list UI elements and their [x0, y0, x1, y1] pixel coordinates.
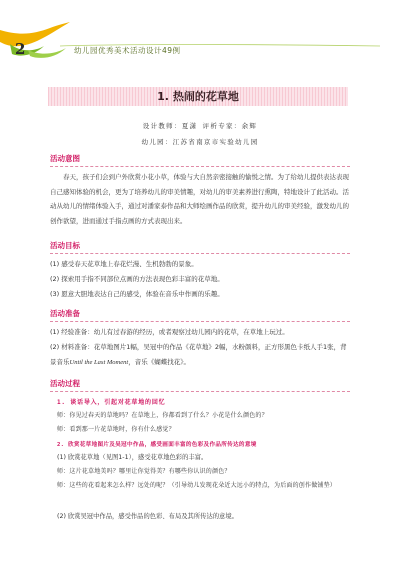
goal-item: (3) 愿意大胆地表达自己的感受，体验在音乐中作画的乐趣。: [50, 290, 224, 298]
section-divider: [50, 391, 350, 392]
lesson-school: 幼儿园：江苏省南京市实验幼儿园: [141, 138, 259, 146]
section-heading-prep: 活动准备: [50, 309, 80, 318]
section-heading-goals: 活动目标: [50, 241, 80, 250]
section-divider: [50, 321, 350, 322]
dialog-line: 师：这片花草地美吗？哪里让你觉得美？有哪些你认识的颜色？: [57, 468, 231, 475]
prep-item: (1) 经验准备：幼儿有过春游的经历，或者观察过幼儿园内的花草，在草地上玩过。: [50, 328, 289, 336]
process-step-1: 1. 谈话导入，引起对花草地的回忆: [57, 399, 166, 406]
dialog-line: 师：这些的花看起来怎么样？远处的呢？（引导幼儿发现花朵近大远小的特点，为后面的创作做铺垫）: [57, 482, 337, 489]
section-heading-intent: 活动意图: [50, 154, 80, 163]
book-title: 幼儿园优秀美术活动设计49例: [74, 46, 181, 55]
section-divider: [50, 166, 350, 167]
music-title: Until the Last Moment: [69, 358, 129, 366]
lesson-title-band: [48, 87, 348, 106]
prep-item-materials: [50, 340, 350, 370]
header-swoosh-decoration: [0, 0, 400, 62]
dialog-line: 师：你见过春天的草地吗？在草地上，你都看到了什么？小花是什么颜色的？: [57, 412, 268, 419]
page-header: [0, 0, 400, 62]
goal-item: (2) 探索用手指不同部位点画的方法表现色彩丰富的花草地。: [50, 275, 224, 283]
intent-paragraph: 春天，孩子们会到户外欣赏小花小草，体验与大自然亲密接触的愉悦之情。为了给幼儿提供表达表现自己感知体验的机会，更为了培养幼儿的审美情趣，对幼儿的审美素养进行熏陶，特地设计了此活动。活动从幼儿的情绪体验入手，通过对潘家泰作品和大师绘画作品的欣赏，提升幼儿的审美经验，激发幼儿的创作欲望，进而通过手指点画的方式表现出来。: [50, 173, 349, 225]
lesson-designer: 设计教师：夏潇 评析专家：余辉: [142, 122, 258, 130]
process-item: (2) 欣赏吴冠中作品，感受作品的色彩、布局及其所传达的意境。: [57, 513, 238, 520]
process-step-2: 2. 欣赏花草地图片及吴冠中作品，感受画面丰富的色彩及作品所传达的意境: [57, 442, 257, 448]
goal-item: (1) 感受春天花草地上春花烂漫、生机勃勃的景象。: [50, 260, 198, 268]
page-number: 2: [15, 40, 26, 58]
section-heading-process: 活动过程: [50, 379, 80, 388]
prep-materials-text-end: ，音乐《蝴蝶找花》。: [128, 357, 190, 366]
section-divider: [50, 253, 350, 254]
dialog-line: 师：看到那一片花草地时，你有什么感觉？: [57, 426, 175, 433]
process-item: (1) 欣赏花草地（见图1-1），感受花草地色彩的丰富。: [57, 454, 208, 461]
prep-materials-text: (2) 材料准备：花草地图片1幅，吴冠中的作品《花草地》2幅，水粉颜料，正方形黑色卡纸人手1张，背景音乐: [50, 343, 347, 366]
lesson-title: 1. 热闹的花草地: [157, 90, 239, 103]
